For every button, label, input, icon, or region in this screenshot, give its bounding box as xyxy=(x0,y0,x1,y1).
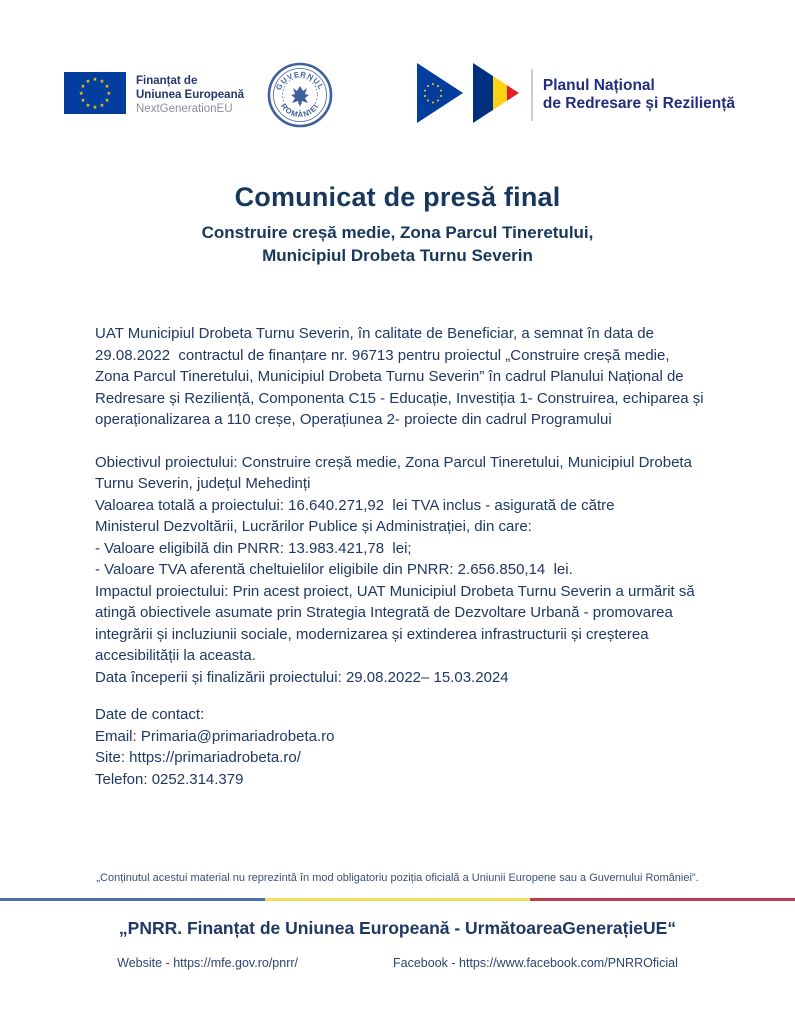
romanian-tricolor-divider xyxy=(0,898,795,901)
subtitle-line2: Municipiul Drobeta Turnu Severin xyxy=(262,246,533,265)
body-line: integrării și incluziunii sociale, modernizarea și extinderea infrastructurii și creșterea xyxy=(95,625,649,643)
body-line: Data începerii și finalizării proiectului: 29.08.2022– 15.03.2024 xyxy=(95,668,509,686)
svg-text:★: ★ xyxy=(78,90,84,97)
tricolor-red-segment xyxy=(530,898,795,901)
body-line: UAT Municipiul Drobeta Turnu Severin, în calitate de Beneficiar, a semnat în data de xyxy=(95,325,654,342)
eu-flag-icon xyxy=(64,72,126,119)
eu-funded-logo xyxy=(64,72,244,119)
romanian-government-seal-icon xyxy=(267,62,333,128)
body-line: 29.08.2022 contractul de finanțare nr. 96713 pentru proiectul „Construire creșă medie, xyxy=(95,346,670,364)
footer xyxy=(0,872,795,970)
svg-text:★: ★ xyxy=(92,104,98,111)
body-line: operaționalizarea a 110 creșe, Operațiunea 2- proiecte din cadrul Programului xyxy=(95,411,612,428)
svg-text:★: ★ xyxy=(85,102,91,109)
footer-facebook-link: Facebook - https://www.facebook.com/PNRROficial xyxy=(393,956,678,970)
tricolor-yellow-segment xyxy=(265,898,530,901)
footer-links xyxy=(0,956,795,970)
body-line: Valoarea totală a proiectului: 16.640.271,92 lei TVA inclus - asigurată de către xyxy=(95,496,615,514)
body-line: Impactul proiectului: Prin acest proiect, UAT Municipiul Drobeta Turnu Severin a urmărit să xyxy=(95,582,695,600)
body-line: Redresare și Reziliență, Componenta C15 - Educație, Investiția 1- Construirea, echiparea și xyxy=(95,389,704,407)
svg-text:★: ★ xyxy=(80,97,86,104)
page-subtitle xyxy=(0,221,795,267)
pnrr-logo-line1: Planul Național xyxy=(542,77,655,94)
title-block xyxy=(0,182,795,267)
contact-email: Email: Primaria@primariadrobeta.ro xyxy=(95,727,335,745)
pnrr-logo-line2: de Redresare și Reziliență xyxy=(542,95,735,112)
eu-funded-text xyxy=(136,74,244,116)
pnrr-logo-text xyxy=(543,77,735,113)
pnrr-logo-divider xyxy=(531,69,533,121)
subtitle-line1: Construire creșă medie, Zona Parcul Tineretului, xyxy=(201,223,594,242)
contact-heading: Date de contact: xyxy=(95,706,205,723)
svg-text:GUVERNUL: GUVERNUL xyxy=(274,69,327,92)
pnrr-arrows-icon xyxy=(417,63,521,128)
contact-section xyxy=(95,704,750,790)
contact-site: Site: https://primariadrobeta.ro/ xyxy=(95,749,301,766)
paragraph-details xyxy=(95,452,750,689)
paragraph-intro xyxy=(95,323,750,431)
pnrr-funding-statement: „PNRR. Finanțat de Uniunea Europeană - UrmătoareaGenerațieUE“ xyxy=(118,918,677,938)
svg-text:ROMÂNIEI: ROMÂNIEI xyxy=(279,101,322,120)
svg-text:★: ★ xyxy=(80,83,86,90)
eu-funded-line2: Uniunea Europeană xyxy=(136,89,244,101)
body-line: - Valoare eligibilă din PNRR: 13.983.421,78 lei; xyxy=(95,539,412,557)
disclaimer-text: „Conținutul acestui material nu reprezintă în mod obligatoriu poziția oficială a Uniunii Europene sau a Guvernului României”. xyxy=(96,872,699,884)
svg-text:★: ★ xyxy=(104,83,110,90)
body-line: accesibilității la aceasta. xyxy=(95,647,256,664)
eu-funded-line3: NextGenerationEU xyxy=(136,103,233,115)
svg-text:★: ★ xyxy=(92,76,98,83)
svg-text:★: ★ xyxy=(106,90,112,97)
page-title: Comunicat de presă final xyxy=(234,182,561,212)
svg-text:★: ★ xyxy=(99,102,105,109)
svg-text:★: ★ xyxy=(104,97,110,104)
body-line: Obiectivul proiectului: Construire creșă medie, Zona Parcul Tineretului, Municipiul Drobeta xyxy=(95,453,692,471)
body-line: Ministerul Dezvoltării, Lucrărilor Publice și Administrației, din care: xyxy=(95,518,532,535)
body-line: - Valoare TVA aferentă cheltuielilor eligibile din PNRR: 2.656.850,14 lei. xyxy=(95,561,573,578)
svg-text:★: ★ xyxy=(85,78,91,85)
tricolor-blue-segment xyxy=(0,898,265,901)
press-release-body xyxy=(95,323,750,790)
contact-phone: Telefon: 0252.314.379 xyxy=(95,770,244,788)
svg-text:★: ★ xyxy=(99,78,105,85)
pnrr-logo xyxy=(417,63,735,128)
header-logos xyxy=(0,60,795,130)
eu-funded-line1: Finanțat de xyxy=(136,75,198,87)
body-line: Zona Parcul Tineretului, Municipiul Drobeta Turnu Severin” în cadrul Planului Național de xyxy=(95,368,684,385)
body-line: Turnu Severin, județul Mehedinți xyxy=(95,475,311,492)
body-line: atingă obiectivele asumate prin Strategia Integrată de Dezvoltare Urbană - promovarea xyxy=(95,604,673,621)
footer-website-link: Website - https://mfe.gov.ro/pnrr/ xyxy=(117,956,299,970)
